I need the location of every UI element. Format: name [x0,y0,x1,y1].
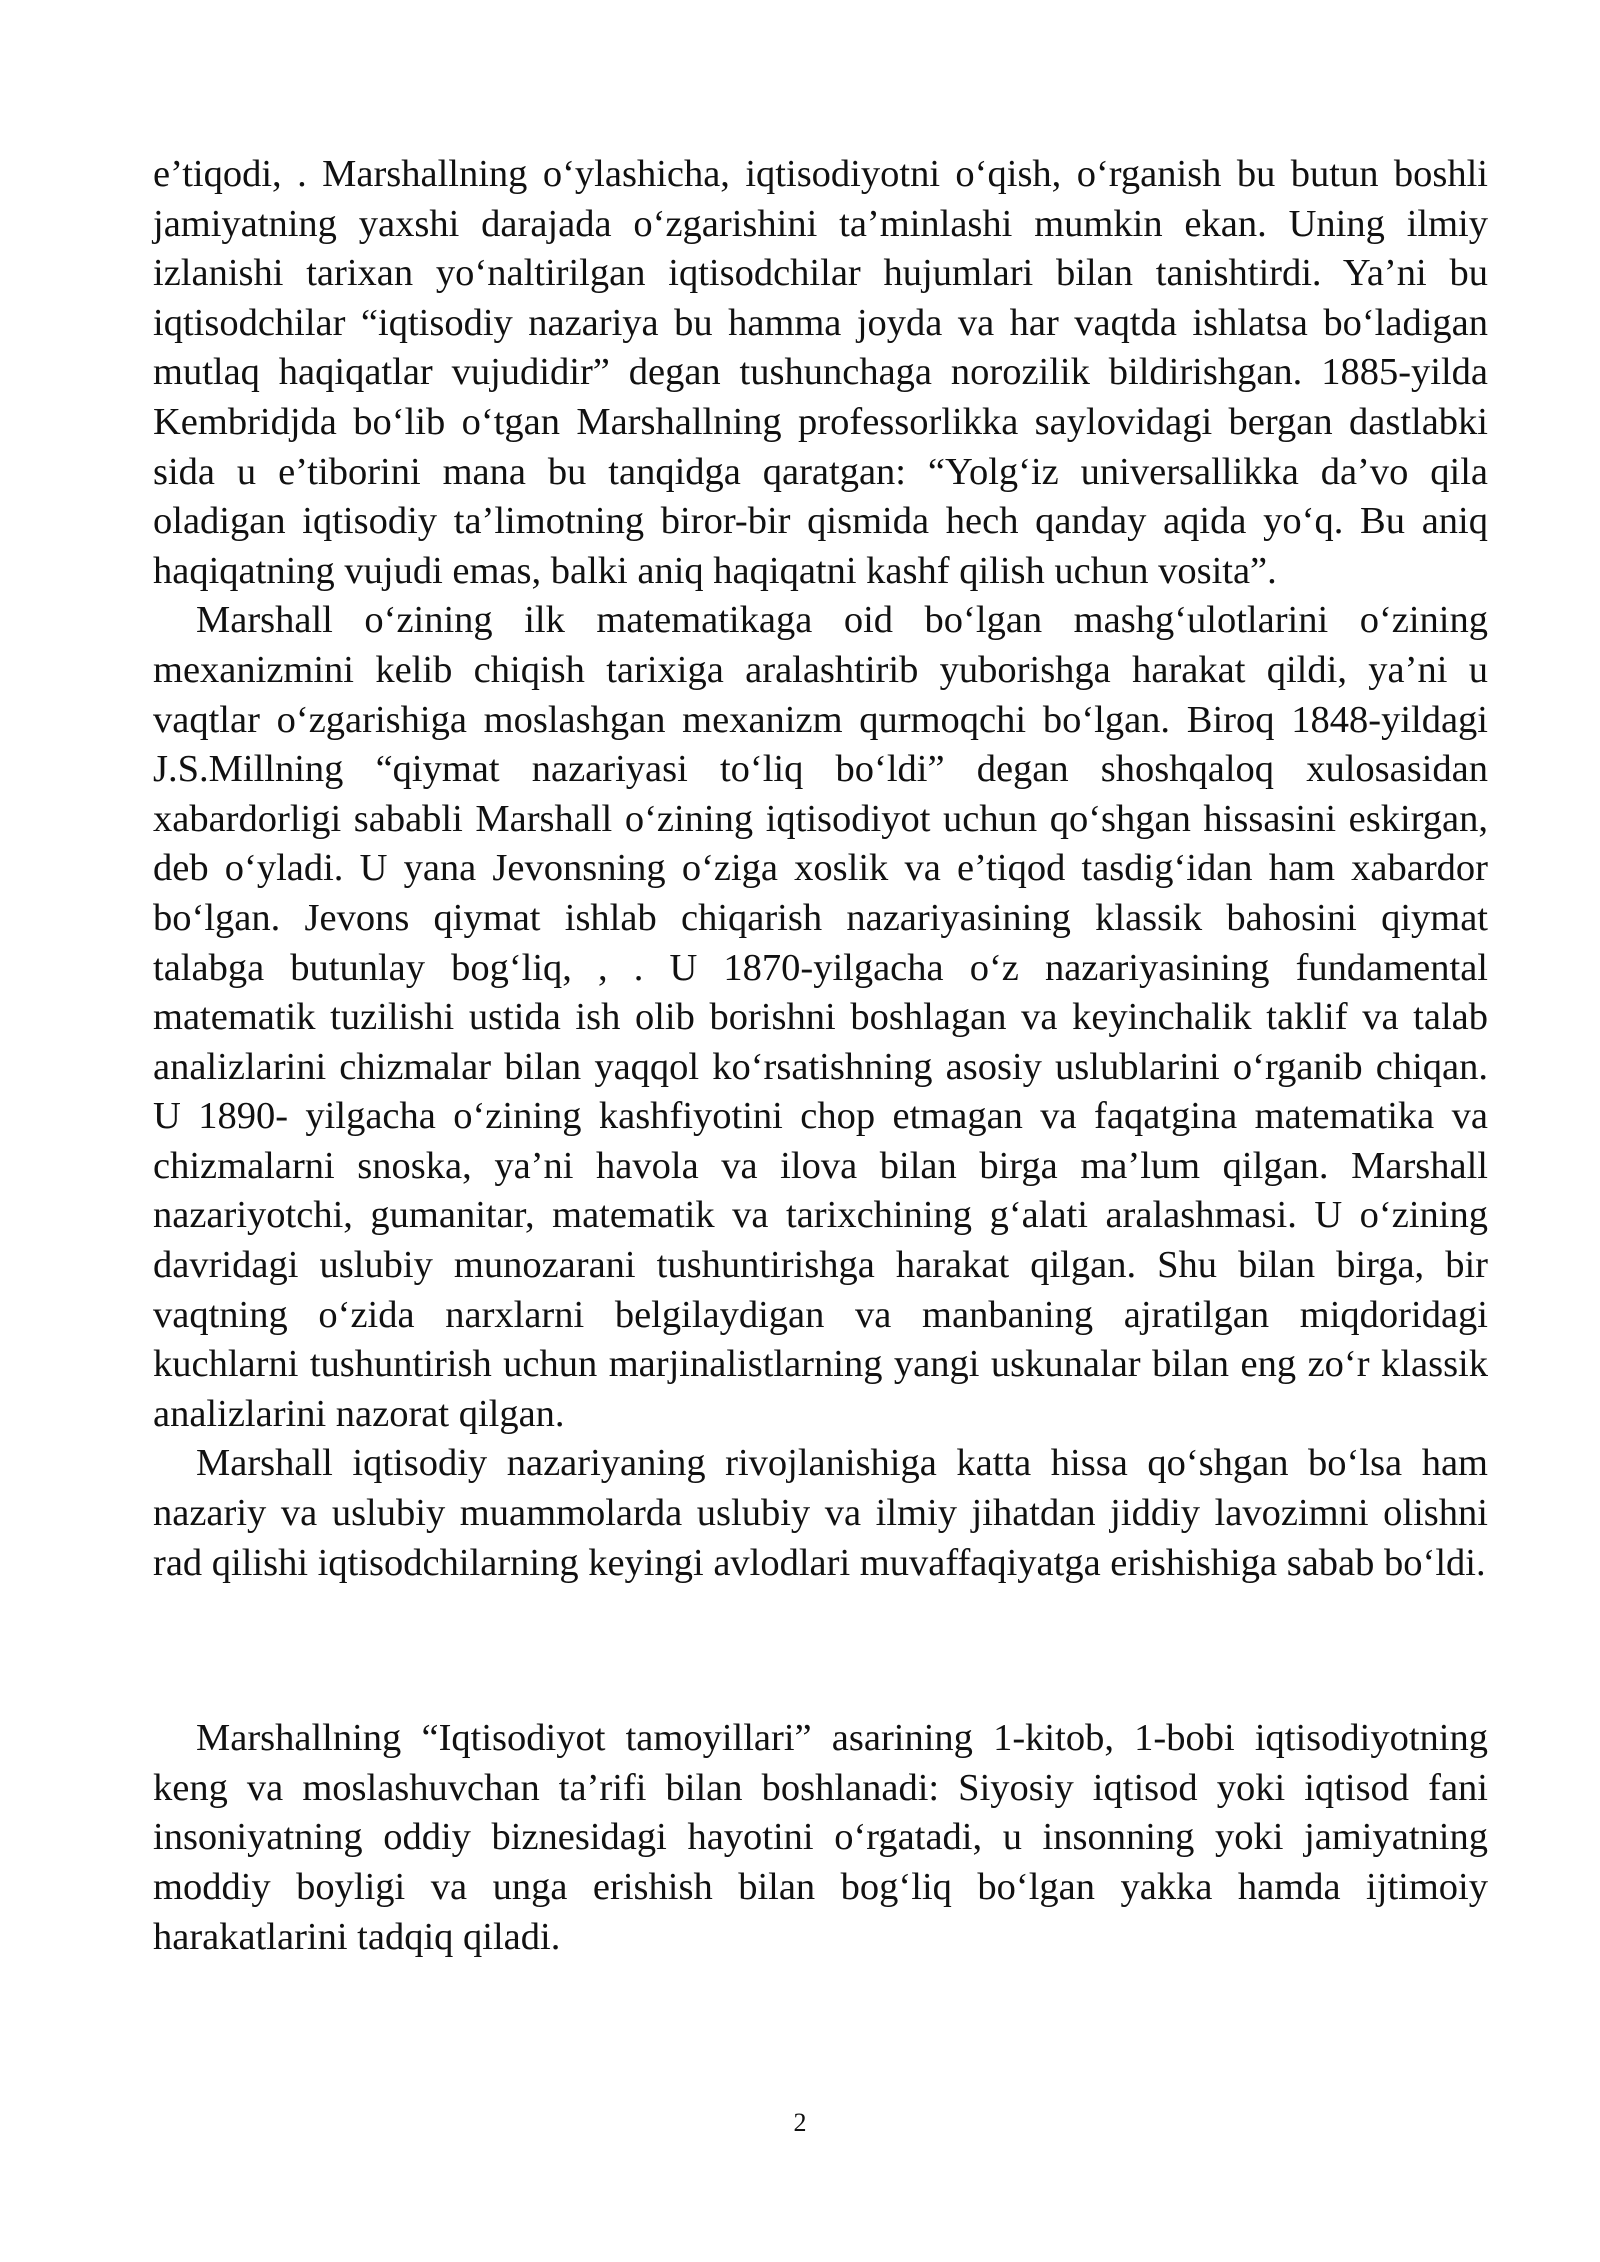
paragraph-1: e’tiqodi, . Marshallning o‘ylashicha, iqtisodiyotni o‘qish, o‘rganish bu butun boshli jamiyatning yaxshi darajada o‘zgarishini ta’minlashi mumkin ekan. Uning ilmiy izlanishi tarixan yo‘naltirilgan iqtisodchilar hujumlari bilan tanishtirdi. Ya’ni bu iqtisodchilar “iqtisodiy nazariya bu hamma joyda va har vaqtda ishlatsa bo‘ladigan mutlaq haqiqatlar vujudidir” degan tushunchaga norozilik bildirishgan. 1885-yilda Kembridjda bo‘lib o‘tgan Marshallning professorlikka saylovidagi bergan dastlabki sida u e’tiborini mana bu tanqidga qaratgan: “Yolg‘iz universallikka da’vo qila oladigan iqtisodiy ta’limotning biror-bir qismida hech qanday aqida yo‘q. Bu aniq haqiqatning vujudi emas, balki aniq haqiqatni kashf qilish uchun vosita”. [153,153,1488,592]
paragraph-4: Marshallning “Iqtisodiyot tamoyillari” asarining 1-kitob, 1-bobi iqtisodiyotning keng va moslashuvchan ta’rifi bilan boshlanadi: Siyosiy iqtisod yoki iqtisod fani insoniyatning oddiy biznesidagi hayotini o‘rgatadi, u insonning yoki jamiyatning moddiy boyligi va unga erishish bilan bog‘liq bo‘lgan yakka hamda ijtimoiy harakatlarini tadqiq qiladi. [153,1717,1488,1958]
page-body [153,150,1488,1962]
page-number: 2 [793,2108,807,2137]
paragraph-2: Marshall o‘zining ilk matematikaga oid bo‘lgan mashg‘ulotlarini o‘zining mexanizmini kelib chiqish tarixiga aralashtirib yuborishga harakat qildi, ya’ni u vaqtlar o‘zgarishiga moslashgan mexanizm qurmoqchi bo‘lgan. Biroq 1848-yildagi J.S.Millning “qiymat nazariyasi to‘liq bo‘ldi” degan shoshqaloq xulosasidan xabardorligi sababli Marshall o‘zining iqtisodiyot uchun qo‘shgan hissasini eskirgan, deb o‘yladi. U yana Jevonsning o‘ziga xoslik va e’tiqod tasdig‘idan ham xabardor bo‘lgan. Jevons qiymat ishlab chiqarish nazariyasining klassik bahosini qiymat talabga butunlay bog‘liq, , . U 1870-yilgacha o‘z nazariyasining fundamental matematik tuzilishi ustida ish olib borishni boshlagan va keyinchalik taklif va talab analizlarini chizmalar bilan yaqqol ko‘rsatishning asosiy uslublarini o‘rganib chiqan. U 1890- yilgacha o‘zining kashfiyotini chop etmagan va faqatgina matematika va chizmalarni snoska, ya’ni havola va ilova bilan birga ma’lum qilgan. Marshall nazariyotchi, gumanitar, matematik va tarixchining g‘alati aralashmasi. U o‘zining davridagi uslubiy munozarani tushuntirishga harakat qilgan. Shu bilan birga, bir vaqtning o‘zida narxlarni belgilaydigan va manbaning ajratilgan miqdoridagi kuchlarni tushuntirish uchun marjinalistlarning yangi uskunalar bilan eng zo‘r klassik analizlarini nazorat qilgan. [153,599,1488,1435]
paragraph-spacer [153,1588,1488,1714]
paragraph-3: Marshall iqtisodiy nazariyaning rivojlanishiga katta hissa qo‘shgan bo‘lsa ham nazariy va uslubiy muammolarda uslubiy va ilmiy jihatdan jiddiy lavozimni olishni rad qilishi iqtisodchilarning keyingi avlodlari muvaffaqiyatga erishishiga sabab bo‘ldi. [153,1442,1488,1584]
